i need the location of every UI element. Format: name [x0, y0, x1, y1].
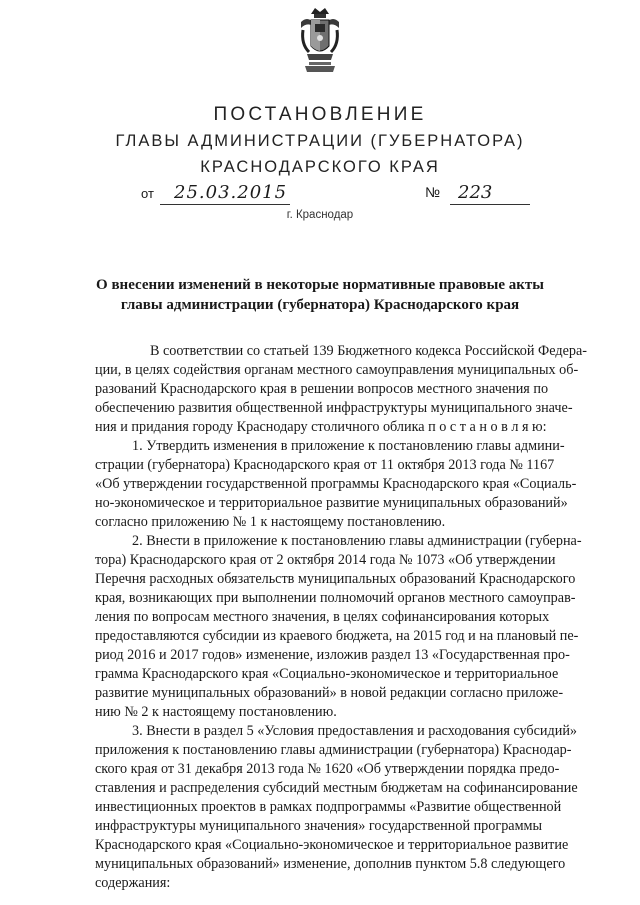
- body-line: приложения к постановлению главы администрации (губернатора) Краснодар-: [95, 742, 572, 758]
- body-line: предоставляются субсидии из краевого бюджета, на 2015 год и на плановый пе-: [95, 628, 579, 644]
- body-line: содержания:: [95, 875, 171, 891]
- date-value: 25.03.2015: [174, 182, 288, 203]
- number-prefix: №: [425, 184, 441, 200]
- body-line: ского края от 31 декабря 2013 года № 1620 «Об утверждении порядка предо-: [95, 761, 560, 777]
- body-line: края, возникающих при выполнении полномочий органов местного самоуправ-: [95, 590, 576, 606]
- body-line: страции (губернатора) Краснодарского края от 11 октября 2013 года № 1167: [95, 457, 555, 473]
- body-line: согласно приложению № 1 к настоящему постановлению.: [95, 514, 446, 530]
- body-line: но-экономическое и территориальное развитие муниципальных образований»: [95, 495, 568, 511]
- body-line: ции, в целях содействия органам местного самоуправления муниципальных об-: [95, 362, 579, 378]
- body-line: ставления и распределения субсидий местным бюджетам на софинансирование: [95, 780, 578, 796]
- issuer-line: ГЛАВЫ АДМИНИСТРАЦИИ (ГУБЕРНАТОРА): [115, 132, 525, 150]
- body-line: инфраструктуры муниципального значения» государственной программы: [95, 818, 543, 834]
- document-type: ПОСТАНОВЛЕНИЕ: [213, 104, 427, 125]
- date-prefix: от: [141, 186, 154, 201]
- body-line: нию № 2 к настоящему постановлению.: [95, 704, 337, 720]
- body-line: муниципальных образований» изменение, дополнив пунктом 5.8 следующего: [95, 856, 566, 872]
- body-line: грамма Краснодарского края «Социально-экономическое и территориальное: [95, 666, 559, 682]
- body-line: тора) Краснодарского края от 2 октября 2014 года № 1073 «Об утверждении: [95, 552, 556, 568]
- body-line: риод 2016 и 2017 годов» изменение, изложив раздел 13 «Государственная про-: [95, 647, 570, 663]
- body-line: обеспечению развития общественной инфраструктуры муниципального значе-: [95, 400, 573, 416]
- body-line: ния и придания городу Краснодару столичного облика п о с т а н о в л я ю:: [95, 419, 547, 435]
- region-line: КРАСНОДАРСКОГО КРАЯ: [200, 158, 440, 176]
- body-line: развитие муниципальных образований» в новой редакции согласно приложе-: [95, 685, 564, 701]
- city-label: г. Краснодар: [286, 209, 354, 221]
- body-line: 3. Внести в раздел 5 «Условия предоставления и расходования субсидий»: [132, 723, 578, 739]
- body-line: «Об утверждении государственной программы Краснодарского края «Социаль-: [95, 476, 577, 492]
- body-line: 1. Утвердить изменения в приложение к постановлению главы админи-: [132, 438, 565, 454]
- body-line: Перечня расходных обязательств муниципальных образований Краснодарского: [95, 571, 576, 587]
- body-line: 2. Внести в приложение к постановлению главы администрации (губерна-: [132, 533, 582, 549]
- body-line: ления по вопросам местного значения, в целях софинансирования которых: [95, 609, 550, 625]
- title-line: О внесении изменений в некоторые нормативные правовые акты: [96, 277, 544, 293]
- body-line: инвестиционных проектов в рамках подпрограммы «Развитие общественной: [95, 799, 562, 815]
- body-line: разований Краснодарского края в решении вопросов местного значения по: [95, 381, 549, 397]
- body-line: Краснодарского края «Социально-экономическое и территориальное развитие: [95, 837, 569, 853]
- title-line: главы администрации (губернатора) Краснодарского края: [120, 297, 520, 313]
- body-line: В соответствии со статьей 139 Бюджетного кодекса Российской Федера-: [150, 343, 587, 359]
- number-value: 223: [458, 182, 493, 203]
